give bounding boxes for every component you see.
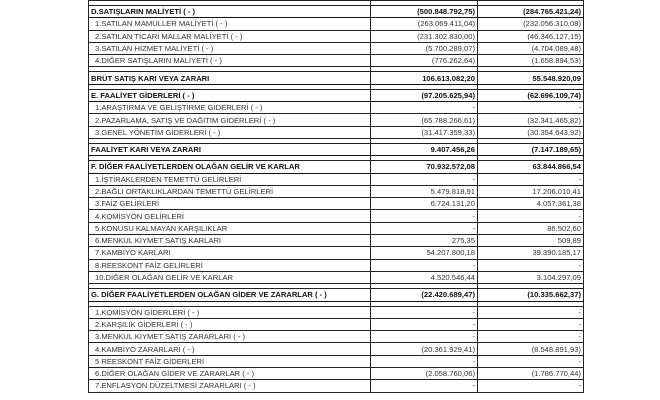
table-row xyxy=(89,380,584,392)
table-row xyxy=(89,271,584,283)
previous-period-value: (4.704.089,48) xyxy=(478,42,584,54)
table-row xyxy=(89,18,584,30)
row-label: 1.KOMİSYON GİDERLERİ ( - ) xyxy=(89,306,371,318)
row-label: E. FAALİYET GİDERLERİ ( - ) xyxy=(89,89,371,101)
current-period-value: 4.520.546,44 xyxy=(371,271,478,283)
row-label: BRÜT SATIŞ KARI VEYA ZARARI xyxy=(89,72,371,84)
row-label: 1.SATILAN MAMULLER MALİYETİ ( - ) xyxy=(89,18,371,30)
row-label: 3.MENKUL KIYMET SATIŞ ZARARLARI ( - ) xyxy=(89,331,371,343)
current-period-value: - xyxy=(371,222,478,234)
table-row xyxy=(89,235,584,247)
previous-period-value: - xyxy=(478,102,584,114)
section-total-row xyxy=(89,143,584,155)
table-row xyxy=(89,173,584,185)
row-label: F. DİĞER FAALİYETLERDEN OLAĞAN GELİR VE KARLAR xyxy=(89,161,371,173)
current-period-value: 6.724.131,20 xyxy=(371,198,478,210)
current-period-value: (65.788.266,61) xyxy=(371,114,478,126)
previous-period-value: 39.390.185,17 xyxy=(478,247,584,259)
table-row xyxy=(89,185,584,197)
previous-period-value: (232.056.310,08) xyxy=(478,18,584,30)
previous-period-value: (284.765.421,24) xyxy=(478,6,584,18)
table-row xyxy=(89,259,584,271)
previous-period-value: 4.057.361,38 xyxy=(478,198,584,210)
table-row xyxy=(89,306,584,318)
current-period-value: - xyxy=(371,173,478,185)
previous-period-value: (10.335.662,37) xyxy=(478,289,584,301)
previous-period-value: - xyxy=(478,318,584,330)
table-row xyxy=(89,102,584,114)
current-period-value: (263.069.411,04) xyxy=(371,18,478,30)
previous-period-value: - xyxy=(478,173,584,185)
current-period-value: - xyxy=(371,355,478,367)
previous-period-value: (1.786.770,44) xyxy=(478,368,584,380)
previous-period-value: 86.502,60 xyxy=(478,222,584,234)
current-period-value: (5.700.289,07) xyxy=(371,42,478,54)
row-label: FAALİYET KARI VEYA ZARARI xyxy=(89,143,371,155)
row-label: 4.KAMBİYO ZARARLARI ( - ) xyxy=(89,343,371,355)
previous-period-value: 55.548.920,09 xyxy=(478,72,584,84)
current-period-value: - xyxy=(371,210,478,222)
row-label: 2.PAZARLAMA, SATIŞ VE DAĞITIM GİDERLERİ ( - ) xyxy=(89,114,371,126)
table-row xyxy=(89,343,584,355)
table-row xyxy=(89,30,584,42)
previous-period-value: 63.844.866,54 xyxy=(478,161,584,173)
previous-period-value: 509,89 xyxy=(478,235,584,247)
previous-period-value: 17.206.010,41 xyxy=(478,185,584,197)
row-label: 3.GENEL YÖNETİM GİDERLERİ ( - ) xyxy=(89,126,371,138)
current-period-value: - xyxy=(371,306,478,318)
table-row xyxy=(89,55,584,67)
table-row xyxy=(89,355,584,367)
previous-period-value: - xyxy=(478,306,584,318)
previous-period-value: 3.104.297,09 xyxy=(478,271,584,283)
previous-period-value: (8.548.891,93) xyxy=(478,343,584,355)
previous-period-value: (7.147.189,65) xyxy=(478,143,584,155)
previous-period-value: (46.346.127,15) xyxy=(478,30,584,42)
section-total-row xyxy=(89,161,584,173)
table-row xyxy=(89,126,584,138)
row-label: 6.DİĞER OLAĞAN GİDER VE ZARARLAR ( - ) xyxy=(89,368,371,380)
previous-period-value: (62.696.109,74) xyxy=(478,89,584,101)
row-label: 3.FAİZ GELİRLERİ xyxy=(89,198,371,210)
current-period-value: - xyxy=(371,318,478,330)
current-period-value: - xyxy=(371,102,478,114)
row-label: 1.İŞTİRAKLERDEN TEMETTÜ GELİRLERİ xyxy=(89,173,371,185)
row-label: 4.KOMİSYON GELİRLERİ xyxy=(89,210,371,222)
row-label: 1.ARAŞTIRMA VE GELİŞTİRME GİDERLERİ ( - ) xyxy=(89,102,371,114)
current-period-value: (22.420.689,47) xyxy=(371,289,478,301)
table-row xyxy=(89,210,584,222)
section-total-row xyxy=(89,72,584,84)
current-period-value: 275,35 xyxy=(371,235,478,247)
current-period-value: 54.207.800,18 xyxy=(371,247,478,259)
section-total-row xyxy=(89,89,584,101)
row-label: 2.BAĞLI ORTAKLIKLARDAN TEMETTÜ GELİRLERİ xyxy=(89,185,371,197)
row-label: 2.SATILAN TİCARİ MALLAR MALİYETİ ( - ) xyxy=(89,30,371,42)
current-period-value: - xyxy=(371,380,478,392)
previous-period-value: - xyxy=(478,331,584,343)
table-row xyxy=(89,114,584,126)
row-label: 10.DİĞER OLAĞAN GELİR VE KARLAR xyxy=(89,271,371,283)
row-label: 5.KONUSU KALMAYAN KARŞILIKLAR xyxy=(89,222,371,234)
row-label: G. DİĞER FAALİYETLERDEN OLAĞAN GİDER VE ZARARLAR ( - ) xyxy=(89,289,371,301)
previous-period-value: - xyxy=(478,259,584,271)
current-period-value: (2.058.760,06) xyxy=(371,368,478,380)
table-row xyxy=(89,42,584,54)
previous-period-value: - xyxy=(478,380,584,392)
current-period-value: (31.417.359,33) xyxy=(371,126,478,138)
current-period-value: (776.262,64) xyxy=(371,55,478,67)
section-total-row xyxy=(89,289,584,301)
current-period-value: 70.932.572,08 xyxy=(371,161,478,173)
income-statement-table xyxy=(88,0,584,393)
row-label: 7.KAMBİYO KARLARI xyxy=(89,247,371,259)
row-label: 7.ENFLASYON DÜZELTMESİ ZARARLARI ( - ) xyxy=(89,380,371,392)
row-label: 2.KARŞILIK GİDERLERİ ( - ) xyxy=(89,318,371,330)
current-period-value: 9.407.456,26 xyxy=(371,143,478,155)
previous-period-value: (32.341.465,82) xyxy=(478,114,584,126)
row-label: D.SATIŞLARIN MALİYETİ ( - ) xyxy=(89,6,371,18)
current-period-value: (20.361.929,41) xyxy=(371,343,478,355)
table-row xyxy=(89,318,584,330)
current-period-value: - xyxy=(371,331,478,343)
row-label: 6.MENKUL KIYMET SATIŞ KARLARI xyxy=(89,235,371,247)
current-period-value: (231.302.830,00) xyxy=(371,30,478,42)
current-period-value: (500.848.792,75) xyxy=(371,6,478,18)
table-row xyxy=(89,198,584,210)
table-row xyxy=(89,368,584,380)
previous-period-value: - xyxy=(478,355,584,367)
current-period-value: 5.479.818,91 xyxy=(371,185,478,197)
section-total-row xyxy=(89,6,584,18)
previous-period-value: (30.354.643,92) xyxy=(478,126,584,138)
table-row xyxy=(89,247,584,259)
current-period-value: (97.205.625,94) xyxy=(371,89,478,101)
row-label: 5 REESKONT FAİZ GİDERLERİ xyxy=(89,355,371,367)
row-label: 8.REESKONT FAİZ GELİRLERİ xyxy=(89,259,371,271)
current-period-value: 106.613.082,20 xyxy=(371,72,478,84)
current-period-value: - xyxy=(371,259,478,271)
previous-period-value: (1.658.894,53) xyxy=(478,55,584,67)
table-row xyxy=(89,222,584,234)
row-label: 3.SATILAN HİZMET MALİYETİ ( - ) xyxy=(89,42,371,54)
table-row xyxy=(89,331,584,343)
row-label: 4.DİĞER SATIŞLARIN MALİYETİ ( - ) xyxy=(89,55,371,67)
previous-period-value: - xyxy=(478,210,584,222)
